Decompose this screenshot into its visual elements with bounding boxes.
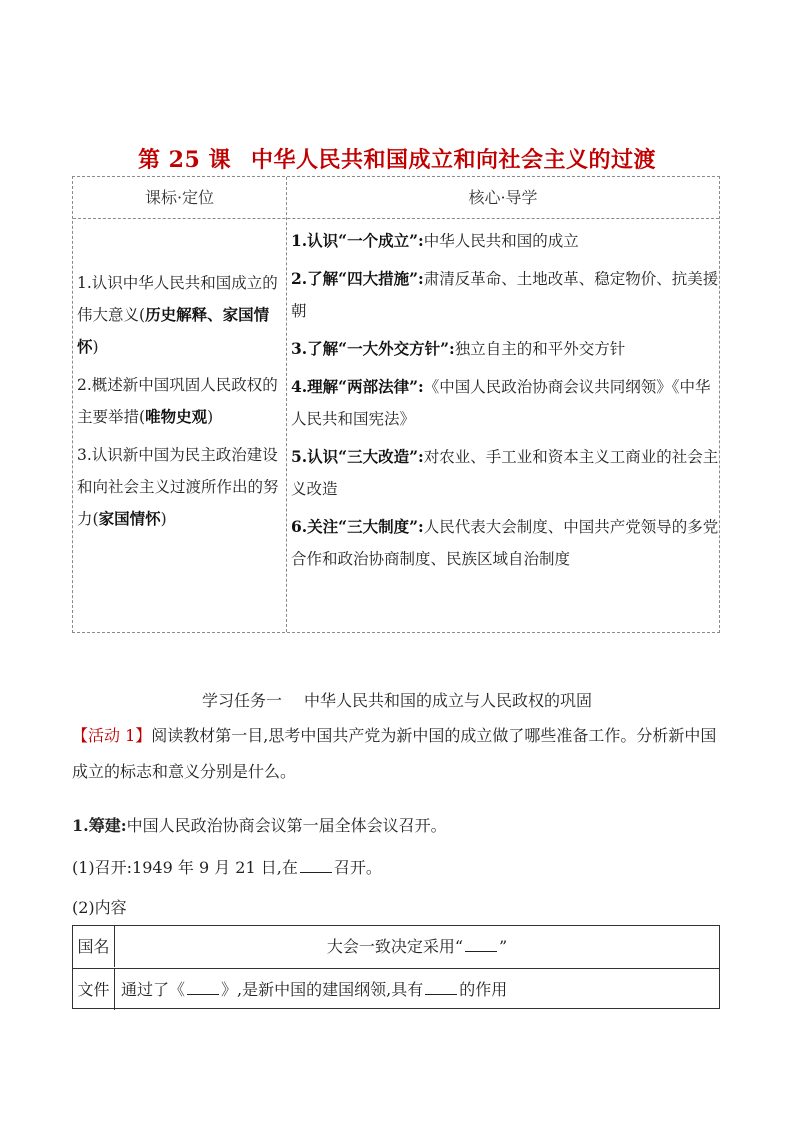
content-table (72, 925, 720, 1009)
fill-blank[interactable] (187, 980, 219, 995)
lesson-title: 中华人民共和国成立和向社会主义的过渡 (250, 147, 656, 173)
col-header-standards: 课标·定位 (144, 188, 215, 207)
lesson-number: 第 25 课 (138, 147, 231, 173)
core-item-6: 6.关注“三大制度”:人民代表大会制度、中国共产党领导的多党合作和政治协商制度、民族区域自治制度 (291, 517, 719, 568)
standard-item-2: 2.概述新中国巩固人民政权的主要举措(唯物史观) (77, 376, 278, 426)
core-item-1: 1.认识“一个成立”:中华人民共和国的成立 (291, 231, 579, 250)
col-header-core: 核心·导学 (468, 188, 538, 207)
overview-table (72, 176, 720, 633)
table-row (73, 926, 719, 967)
page-title (0, 143, 794, 174)
activity-label: 【活动 1】 (72, 726, 152, 745)
row-content: 大会一致决定采用“ ” (326, 937, 508, 956)
table-row (73, 968, 719, 1010)
core-item-3: 3.了解“一大外交方针”:独立自主的和平外交方针 (291, 339, 626, 358)
task-title: 学习任务一 中华人民共和国的成立与人民政权的巩固 (201, 691, 593, 710)
standard-item-1: 1.认识中华人民共和国成立的伟大意义(历史解释、家国情怀) (77, 274, 278, 356)
row-content: 通过了《 》,是新中国的建国纲领,具有 的作用 (121, 980, 508, 999)
fill-blank[interactable] (465, 937, 497, 952)
fill-blank[interactable] (300, 858, 332, 873)
standards-list (77, 267, 284, 541)
item-convene: (1)召开:1949 年 9 月 21 日,在 召开。 (72, 858, 382, 877)
core-item-2: 2.了解“四大措施”:肃清反革命、土地改革、稳定物价、抗美援朝 (291, 269, 719, 320)
core-item-5: 5.认识“三大改造”:对农业、手工业和资本主义工商业的社会主义改造 (291, 447, 719, 498)
core-list (291, 225, 719, 581)
item-prepare: 1.筹建:中国人民政治协商会议第一届全体会议召开。 (72, 816, 447, 835)
activity-paragraph: 【活动 1】阅读教材第一目,思考中国共产党为新中国的成立做了哪些准备工作。分析新中国成立的标志和意义分别是什么。 (72, 726, 717, 781)
fill-blank[interactable] (425, 980, 457, 995)
core-item-4: 4.理解“两部法律”:《中国人民政治协商会议共同纲领》《中华人民共和国宪法》 (291, 377, 711, 428)
standard-item-3: 3.认识新中国为民主政治建设和向社会主义过渡所作出的努力(家国情怀) (77, 446, 279, 528)
row-label: 文件 (77, 980, 110, 999)
row-label: 国名 (77, 937, 110, 956)
item-content: (2)内容 (72, 898, 127, 917)
